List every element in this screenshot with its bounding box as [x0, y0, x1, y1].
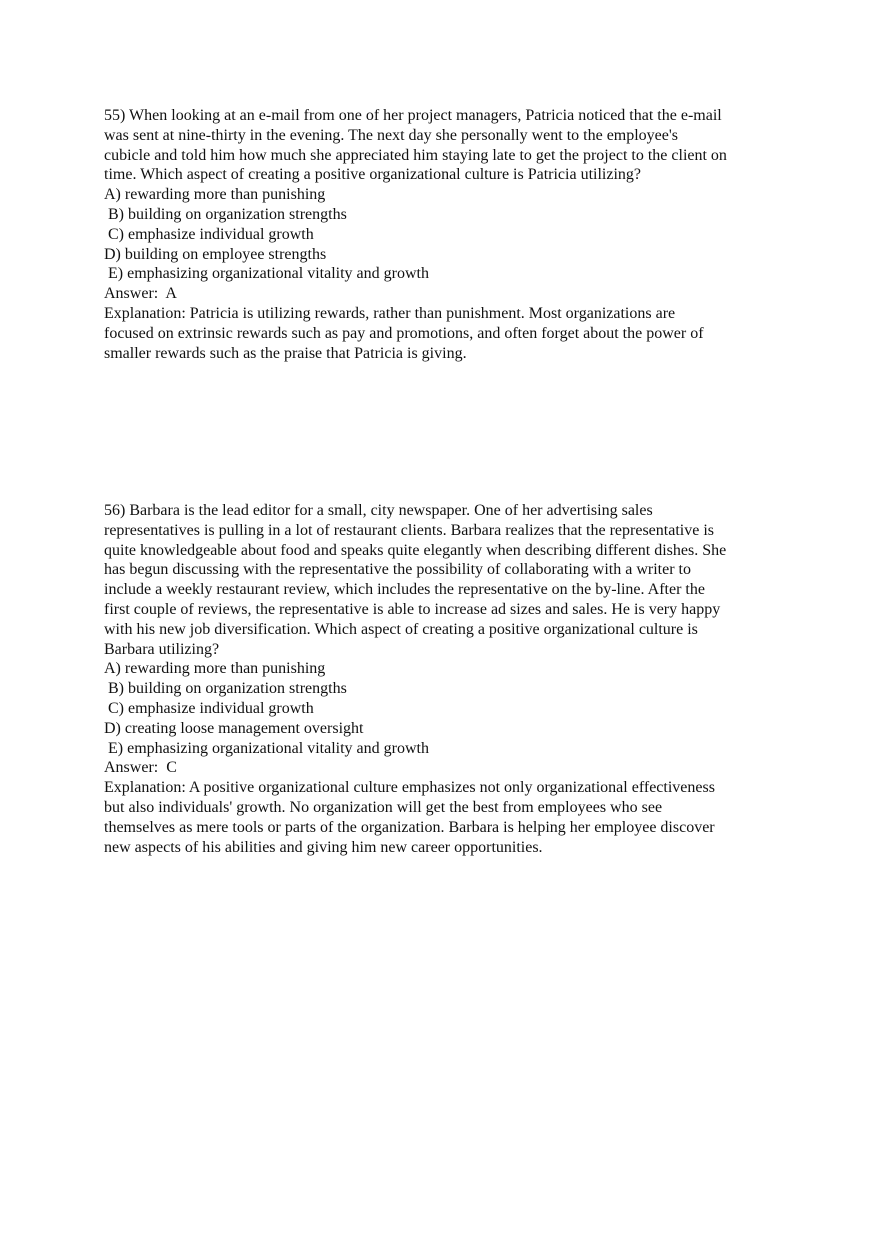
- explanation: [104, 778, 784, 857]
- stem-line: was sent at nine-thirty in the evening. The next day she personally went to the employee's: [104, 126, 678, 144]
- explanation: [104, 304, 784, 363]
- answer-options: [104, 185, 784, 284]
- stem-line: Barbara utilizing?: [104, 640, 220, 658]
- option-b: B) building on organization strengths: [104, 205, 347, 223]
- option-a: A) rewarding more than punishing: [104, 660, 326, 678]
- stem-line: representatives is pulling in a lot of restaurant clients. Barbara realizes that the representative is: [104, 521, 714, 539]
- option-a: A) rewarding more than punishing: [104, 186, 326, 204]
- option-c: C) emphasize individual growth: [104, 699, 314, 717]
- explanation-line: new aspects of his abilities and giving him new career opportunities.: [104, 838, 543, 856]
- stem-line: has begun discussing with the representative the possibility of collaborating with a writer to: [104, 561, 691, 579]
- question-55: [104, 106, 784, 363]
- option-e: E) emphasizing organizational vitality and growth: [104, 265, 429, 283]
- explanation-line: focused on extrinsic rewards such as pay and promotions, and often forget about the power of: [104, 324, 704, 342]
- stem-line: include a weekly restaurant review, which includes the representative on the by-line. After the: [104, 581, 705, 599]
- explanation-line: but also individuals' growth. No organization will get the best from employees who see: [104, 798, 663, 816]
- explanation-line: smaller rewards such as the praise that Patricia is giving.: [104, 344, 467, 362]
- option-c: C) emphasize individual growth: [104, 225, 314, 243]
- stem-line: with his new job diversification. Which aspect of creating a positive organizational culture is: [104, 620, 698, 638]
- question-56: [104, 501, 784, 857]
- explanation-line: themselves as mere tools or parts of the organization. Barbara is helping her employee discover: [104, 818, 715, 836]
- option-d: D) building on employee strengths: [104, 245, 327, 263]
- answer-options: [104, 659, 784, 758]
- option-d: D) creating loose management oversight: [104, 719, 364, 737]
- option-e: E) emphasizing organizational vitality and growth: [104, 739, 429, 757]
- stem-line: time. Which aspect of creating a positive organizational culture is Patricia utilizing?: [104, 166, 642, 184]
- stem-line: 56) Barbara is the lead editor for a small, city newspaper. One of her advertising sales: [104, 502, 653, 519]
- explanation-line: Explanation: A positive organizational culture emphasizes not only organizational effectiveness: [104, 779, 715, 797]
- stem-line: first couple of reviews, the representative is able to increase ad sizes and sales. He is very happy: [104, 600, 721, 618]
- stem-line: quite knowledgeable about food and speaks quite elegantly when describing different dishes. She: [104, 541, 727, 559]
- answer: Answer: C: [104, 759, 177, 777]
- question-stem: [104, 501, 784, 659]
- option-b: B) building on organization strengths: [104, 680, 347, 698]
- question-stem: [104, 106, 784, 185]
- stem-line: cubicle and told him how much she appreciated him staying late to get the project to the client on: [104, 146, 727, 164]
- explanation-line: Explanation: Patricia is utilizing rewards, rather than punishment. Most organizations are: [104, 304, 676, 322]
- answer: Answer: A: [104, 285, 177, 303]
- stem-line: 55) When looking at an e-mail from one of her project managers, Patricia noticed that the e-mail: [104, 107, 722, 124]
